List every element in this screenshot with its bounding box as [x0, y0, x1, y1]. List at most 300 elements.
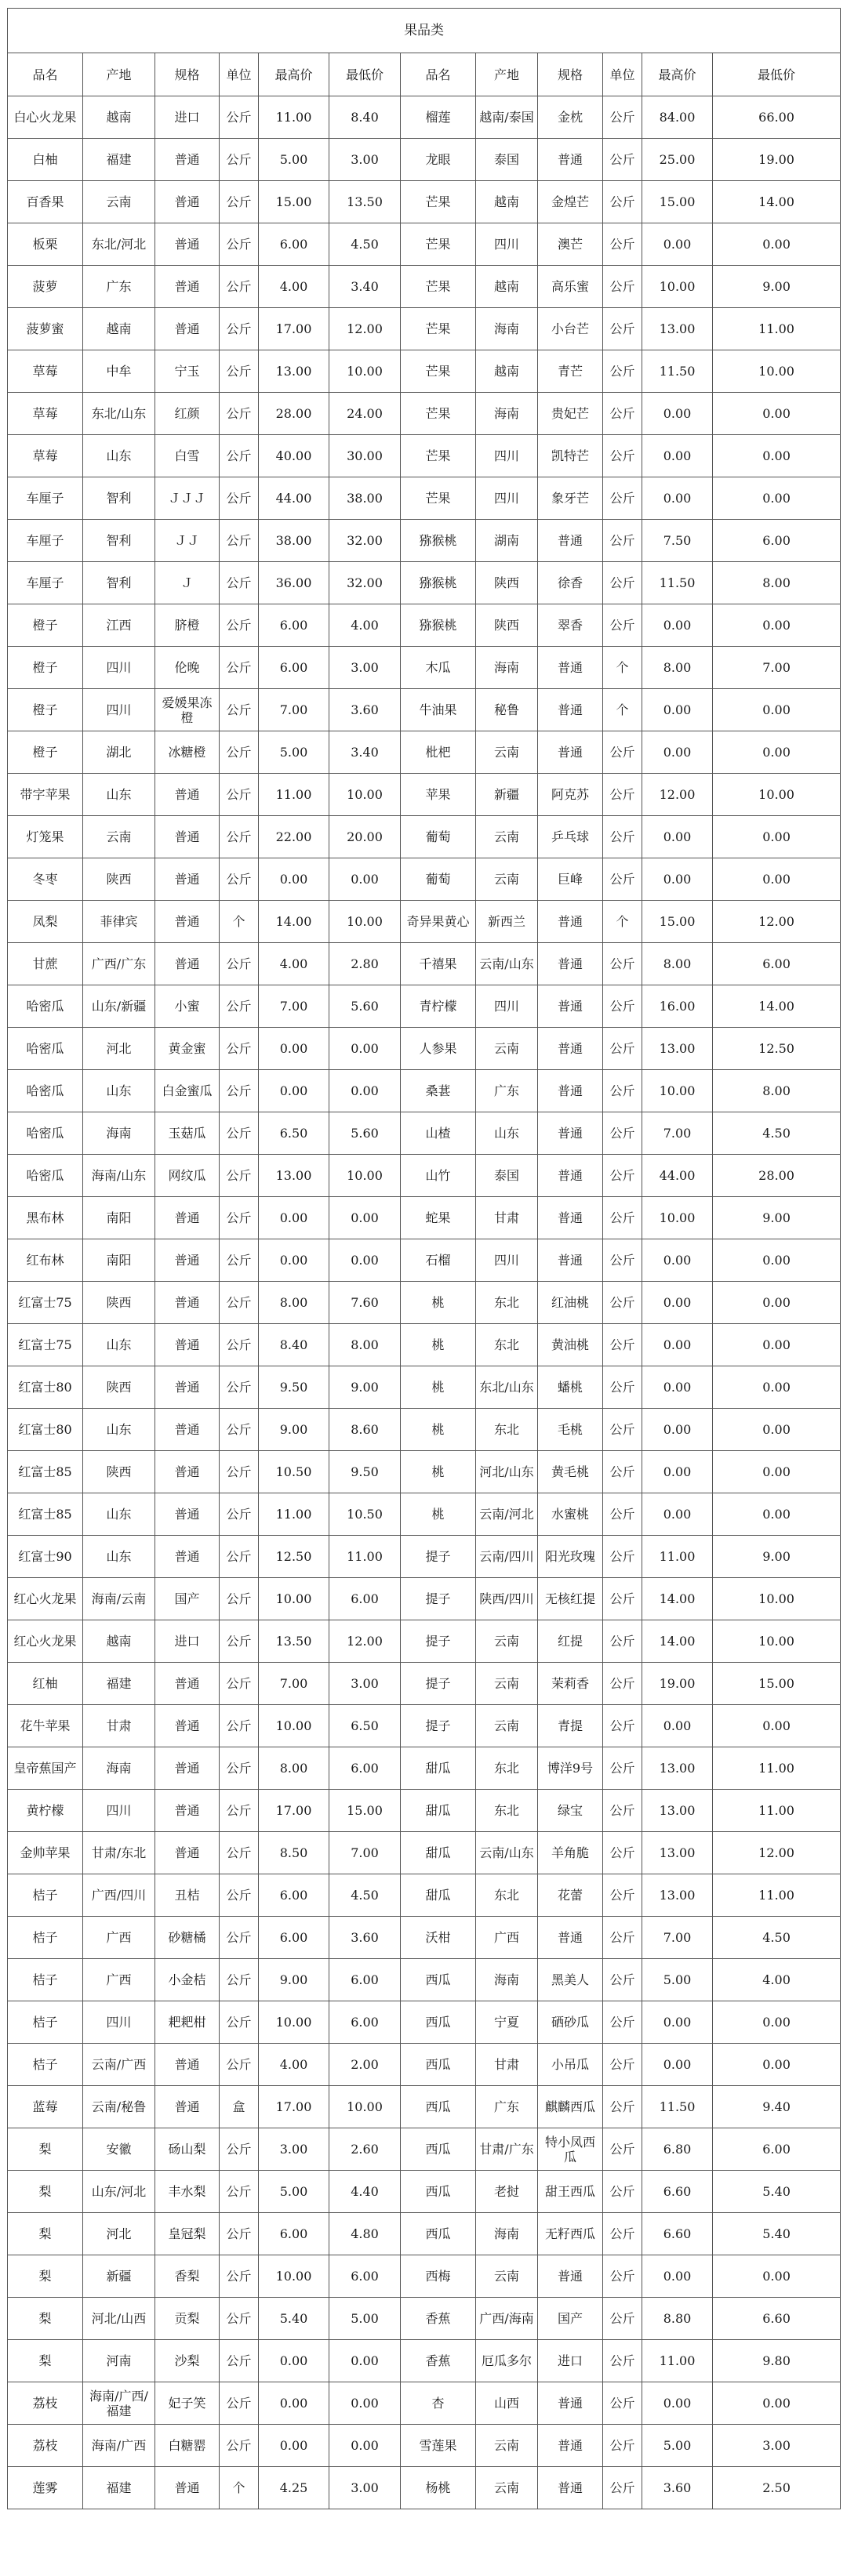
product-name-cell: 提子: [401, 1663, 476, 1705]
spec-cell: 普通: [538, 1917, 603, 1959]
spec-cell: 麒麟西瓜: [538, 2086, 603, 2128]
spec-cell: 普通: [538, 689, 603, 731]
product-name-cell: 青柠檬: [401, 985, 476, 1028]
min-price-cell: 0.00: [713, 1451, 841, 1493]
unit-cell: 公斤: [603, 2128, 642, 2171]
max-price-cell: 28.00: [259, 393, 329, 435]
spec-cell: 皇冠梨: [155, 2213, 220, 2255]
min-price-cell: 3.40: [329, 266, 401, 308]
origin-cell: 甘肃: [476, 2044, 538, 2086]
max-price-cell: 0.00: [642, 2001, 713, 2044]
min-price-cell: 6.00: [713, 943, 841, 985]
unit-cell: 公斤: [220, 1409, 259, 1451]
spec-cell: 徐香: [538, 562, 603, 604]
spec-cell: 香梨: [155, 2255, 220, 2298]
product-name-cell: 梨: [8, 2213, 83, 2255]
unit-cell: 公斤: [603, 1366, 642, 1409]
spec-cell: 无核红提: [538, 1578, 603, 1620]
max-price-cell: 0.00: [642, 1409, 713, 1451]
spec-cell: 黄金蜜: [155, 1028, 220, 1070]
min-price-cell: 0.00: [713, 689, 841, 731]
product-name-cell: 莲雾: [8, 2467, 83, 2509]
table-row: [8, 2044, 841, 2086]
max-price-cell: 4.00: [259, 266, 329, 308]
table-row: [8, 604, 841, 647]
spec-cell: Ｊ: [155, 562, 220, 604]
spec-cell: 普通: [155, 1663, 220, 1705]
max-price-cell: 0.00: [259, 1028, 329, 1070]
min-price-cell: 30.00: [329, 435, 401, 477]
table-row: [8, 2128, 841, 2171]
min-price-cell: 4.50: [329, 223, 401, 266]
unit-cell: 公斤: [603, 1493, 642, 1536]
min-price-cell: 9.00: [713, 1197, 841, 1239]
spec-cell: 丑桔: [155, 1874, 220, 1917]
unit-cell: 公斤: [220, 435, 259, 477]
spec-cell: 普通: [155, 774, 220, 816]
min-price-cell: 8.60: [329, 1409, 401, 1451]
product-name-cell: 皇帝蕉国产: [8, 1747, 83, 1790]
spec-cell: 进口: [155, 1620, 220, 1663]
min-price-cell: 10.00: [713, 350, 841, 393]
spec-cell: 普通: [155, 2044, 220, 2086]
min-price-cell: 9.00: [713, 1536, 841, 1578]
max-price-cell: 22.00: [259, 816, 329, 858]
max-price-cell: 11.00: [642, 2340, 713, 2382]
product-name-cell: 黄柠檬: [8, 1790, 83, 1832]
product-name-cell: 芒果: [401, 308, 476, 350]
product-name-cell: 西瓜: [401, 2086, 476, 2128]
product-name-cell: 西瓜: [401, 2171, 476, 2213]
min-price-cell: 8.00: [713, 1070, 841, 1112]
product-name-cell: 葡萄: [401, 816, 476, 858]
product-name-cell: 车厘子: [8, 562, 83, 604]
max-price-cell: 8.00: [642, 647, 713, 689]
spec-cell: 爱媛果冻橙: [155, 689, 220, 731]
unit-cell: 公斤: [603, 1747, 642, 1790]
max-price-cell: 4.00: [259, 943, 329, 985]
unit-cell: 公斤: [603, 1112, 642, 1155]
table-row: [8, 1832, 841, 1874]
min-price-cell: 9.80: [713, 2340, 841, 2382]
min-price-cell: 2.60: [329, 2128, 401, 2171]
min-price-cell: 6.00: [329, 1578, 401, 1620]
unit-cell: 公斤: [603, 520, 642, 562]
table-row: [8, 2171, 841, 2213]
product-name-cell: 红布林: [8, 1239, 83, 1282]
product-name-cell: 桃: [401, 1409, 476, 1451]
min-price-cell: 4.50: [329, 1874, 401, 1917]
spec-cell: 冰糖橙: [155, 731, 220, 774]
product-name-cell: 桃: [401, 1282, 476, 1324]
table-row: [8, 901, 841, 943]
spec-cell: 花蕾: [538, 1874, 603, 1917]
unit-cell: 公斤: [220, 96, 259, 139]
max-price-cell: 11.50: [642, 350, 713, 393]
product-name-cell: 山楂: [401, 1112, 476, 1155]
unit-cell: 公斤: [603, 774, 642, 816]
product-name-cell: 荔枝: [8, 2425, 83, 2467]
origin-cell: 云南: [83, 181, 155, 223]
min-price-cell: 0.00: [713, 477, 841, 520]
origin-cell: 广东: [476, 2086, 538, 2128]
table-row: [8, 1747, 841, 1790]
product-name-cell: 芒果: [401, 223, 476, 266]
origin-cell: 湖北: [83, 731, 155, 774]
product-name-cell: 提子: [401, 1536, 476, 1578]
unit-cell: 公斤: [220, 139, 259, 181]
max-price-cell: 14.00: [259, 901, 329, 943]
unit-cell: 公斤: [220, 520, 259, 562]
spec-cell: 普通: [155, 1705, 220, 1747]
spec-cell: 象牙芒: [538, 477, 603, 520]
unit-cell: 公斤: [220, 1282, 259, 1324]
max-price-cell: 6.50: [259, 1112, 329, 1155]
origin-cell: 陕西: [83, 1366, 155, 1409]
spec-cell: 丰水梨: [155, 2171, 220, 2213]
max-price-cell: 0.00: [642, 1366, 713, 1409]
unit-cell: 公斤: [603, 2171, 642, 2213]
table-row: [8, 520, 841, 562]
table-row: [8, 1197, 841, 1239]
max-price-cell: 0.00: [642, 858, 713, 901]
origin-cell: 四川: [476, 435, 538, 477]
product-name-cell: 香蕉: [401, 2298, 476, 2340]
origin-cell: 东北: [476, 1790, 538, 1832]
spec-cell: 妃子笑: [155, 2382, 220, 2425]
spec-cell: 白金蜜瓜: [155, 1070, 220, 1112]
max-price-cell: 0.00: [642, 393, 713, 435]
origin-cell: 云南: [476, 1705, 538, 1747]
min-price-cell: 7.00: [329, 1832, 401, 1874]
origin-cell: 陕西: [83, 858, 155, 901]
table-row: [8, 1366, 841, 1409]
table-row: [8, 308, 841, 350]
min-price-cell: 4.00: [713, 1959, 841, 2001]
spec-cell: 伦晚: [155, 647, 220, 689]
unit-cell: 个: [603, 901, 642, 943]
unit-cell: 公斤: [220, 1620, 259, 1663]
column-header: 规格: [155, 53, 220, 96]
unit-cell: 公斤: [603, 2044, 642, 2086]
table-row: [8, 1451, 841, 1493]
min-price-cell: 2.80: [329, 943, 401, 985]
column-header: 规格: [538, 53, 603, 96]
unit-cell: 盒: [220, 2086, 259, 2128]
min-price-cell: 10.00: [329, 774, 401, 816]
origin-cell: 河北/山东: [476, 1451, 538, 1493]
product-name-cell: 提子: [401, 1620, 476, 1663]
min-price-cell: 10.00: [713, 1578, 841, 1620]
min-price-cell: 0.00: [713, 2382, 841, 2425]
unit-cell: 公斤: [220, 1239, 259, 1282]
max-price-cell: 0.00: [642, 1324, 713, 1366]
unit-cell: 公斤: [220, 816, 259, 858]
origin-cell: 广西: [476, 1917, 538, 1959]
min-price-cell: 11.00: [713, 1747, 841, 1790]
unit-cell: 公斤: [603, 2382, 642, 2425]
spec-cell: 羊角脆: [538, 1832, 603, 1874]
product-name-cell: 猕猴桃: [401, 604, 476, 647]
product-name-cell: 红富士80: [8, 1409, 83, 1451]
product-name-cell: 草莓: [8, 393, 83, 435]
column-header: 最低价: [329, 53, 401, 96]
table-row: [8, 223, 841, 266]
unit-cell: 公斤: [220, 2128, 259, 2171]
min-price-cell: 66.00: [713, 96, 841, 139]
spec-cell: 翠香: [538, 604, 603, 647]
product-name-cell: 甜瓜: [401, 1832, 476, 1874]
unit-cell: 公斤: [220, 1155, 259, 1197]
unit-cell: 公斤: [220, 647, 259, 689]
max-price-cell: 10.00: [642, 266, 713, 308]
origin-cell: 云南/秘鲁: [83, 2086, 155, 2128]
min-price-cell: 15.00: [329, 1790, 401, 1832]
origin-cell: 越南: [83, 1620, 155, 1663]
max-price-cell: 0.00: [642, 731, 713, 774]
max-price-cell: 0.00: [259, 2425, 329, 2467]
product-name-cell: 菠萝蜜: [8, 308, 83, 350]
max-price-cell: 7.00: [259, 689, 329, 731]
unit-cell: 公斤: [603, 1874, 642, 1917]
origin-cell: 越南: [83, 96, 155, 139]
min-price-cell: 0.00: [713, 1409, 841, 1451]
max-price-cell: 40.00: [259, 435, 329, 477]
origin-cell: 东北: [476, 1282, 538, 1324]
table-row: [8, 1070, 841, 1112]
product-name-cell: 芒果: [401, 181, 476, 223]
min-price-cell: 10.00: [329, 901, 401, 943]
spec-cell: 普通: [538, 901, 603, 943]
min-price-cell: 32.00: [329, 520, 401, 562]
product-name-cell: 梨: [8, 2255, 83, 2298]
product-name-cell: 苹果: [401, 774, 476, 816]
min-price-cell: 0.00: [713, 1366, 841, 1409]
column-header: 单位: [603, 53, 642, 96]
product-name-cell: 蛇果: [401, 1197, 476, 1239]
origin-cell: 越南: [83, 308, 155, 350]
max-price-cell: 9.00: [259, 1959, 329, 2001]
max-price-cell: 3.60: [642, 2467, 713, 2509]
unit-cell: 公斤: [603, 943, 642, 985]
min-price-cell: 28.00: [713, 1155, 841, 1197]
unit-cell: 公斤: [220, 562, 259, 604]
min-price-cell: 5.00: [329, 2298, 401, 2340]
origin-cell: 海南: [83, 1747, 155, 1790]
table-row: [8, 1409, 841, 1451]
spec-cell: 小金桔: [155, 1959, 220, 2001]
spec-cell: 普通: [155, 223, 220, 266]
product-name-cell: 百香果: [8, 181, 83, 223]
origin-cell: 海南: [476, 393, 538, 435]
product-name-cell: 提子: [401, 1705, 476, 1747]
table-row: [8, 350, 841, 393]
spec-cell: 普通: [155, 1790, 220, 1832]
spec-cell: 小蜜: [155, 985, 220, 1028]
unit-cell: 公斤: [603, 2425, 642, 2467]
unit-cell: 公斤: [603, 1663, 642, 1705]
min-price-cell: 0.00: [713, 2255, 841, 2298]
spec-cell: 进口: [538, 2340, 603, 2382]
min-price-cell: 6.50: [329, 1705, 401, 1747]
max-price-cell: 8.80: [642, 2298, 713, 2340]
product-name-cell: 芒果: [401, 477, 476, 520]
product-name-cell: 桔子: [8, 2044, 83, 2086]
spec-cell: 普通: [155, 2467, 220, 2509]
max-price-cell: 13.00: [642, 1028, 713, 1070]
table-row: [8, 1705, 841, 1747]
min-price-cell: 20.00: [329, 816, 401, 858]
product-name-cell: 红富士75: [8, 1282, 83, 1324]
min-price-cell: 6.60: [713, 2298, 841, 2340]
product-name-cell: 猕猴桃: [401, 562, 476, 604]
product-name-cell: 哈密瓜: [8, 1070, 83, 1112]
max-price-cell: 0.00: [259, 1070, 329, 1112]
unit-cell: 公斤: [603, 1324, 642, 1366]
min-price-cell: 6.00: [329, 1959, 401, 2001]
min-price-cell: 0.00: [713, 604, 841, 647]
min-price-cell: 11.00: [329, 1536, 401, 1578]
min-price-cell: 0.00: [329, 1028, 401, 1070]
origin-cell: 广西/海南: [476, 2298, 538, 2340]
product-name-cell: 西瓜: [401, 2128, 476, 2171]
min-price-cell: 8.00: [713, 562, 841, 604]
product-name-cell: 梨: [8, 2128, 83, 2171]
unit-cell: 公斤: [220, 181, 259, 223]
product-name-cell: 千禧果: [401, 943, 476, 985]
origin-cell: 甘肃/东北: [83, 1832, 155, 1874]
product-name-cell: 花牛苹果: [8, 1705, 83, 1747]
max-price-cell: 15.00: [642, 901, 713, 943]
max-price-cell: 17.00: [259, 2086, 329, 2128]
title-row: [8, 9, 841, 53]
origin-cell: 山东: [83, 1536, 155, 1578]
min-price-cell: 9.00: [713, 266, 841, 308]
min-price-cell: 0.00: [329, 2340, 401, 2382]
min-price-cell: 10.00: [329, 350, 401, 393]
product-name-cell: 哈密瓜: [8, 985, 83, 1028]
spec-cell: 红提: [538, 1620, 603, 1663]
min-price-cell: 3.00: [329, 647, 401, 689]
product-name-cell: 橙子: [8, 604, 83, 647]
unit-cell: 公斤: [603, 393, 642, 435]
max-price-cell: 7.00: [642, 1917, 713, 1959]
min-price-cell: 7.60: [329, 1282, 401, 1324]
max-price-cell: 5.00: [259, 2171, 329, 2213]
product-name-cell: 橙子: [8, 647, 83, 689]
origin-cell: 陕西/四川: [476, 1578, 538, 1620]
max-price-cell: 13.00: [259, 350, 329, 393]
spec-cell: 普通: [155, 139, 220, 181]
min-price-cell: 4.50: [713, 1917, 841, 1959]
column-header: 品名: [401, 53, 476, 96]
product-name-cell: 甜瓜: [401, 1874, 476, 1917]
unit-cell: 公斤: [220, 1747, 259, 1790]
min-price-cell: 0.00: [713, 1705, 841, 1747]
min-price-cell: 4.50: [713, 1112, 841, 1155]
origin-cell: 海南/云南: [83, 1578, 155, 1620]
min-price-cell: 0.00: [329, 2425, 401, 2467]
max-price-cell: 13.00: [642, 1832, 713, 1874]
max-price-cell: 16.00: [642, 985, 713, 1028]
table-row: [8, 2425, 841, 2467]
spec-cell: 毛桃: [538, 1409, 603, 1451]
product-name-cell: 橙子: [8, 689, 83, 731]
spec-cell: 砂糖橘: [155, 1917, 220, 1959]
spec-cell: 普通: [155, 1366, 220, 1409]
origin-cell: 云南: [476, 731, 538, 774]
max-price-cell: 3.00: [259, 2128, 329, 2171]
origin-cell: 山东: [83, 1493, 155, 1536]
spec-cell: 普通: [538, 1239, 603, 1282]
origin-cell: 云南/广西: [83, 2044, 155, 2086]
min-price-cell: 7.00: [713, 647, 841, 689]
product-name-cell: 梨: [8, 2298, 83, 2340]
origin-cell: 菲律宾: [83, 901, 155, 943]
unit-cell: 公斤: [220, 350, 259, 393]
origin-cell: 四川: [83, 1790, 155, 1832]
product-name-cell: 西瓜: [401, 2001, 476, 2044]
max-price-cell: 10.00: [259, 1705, 329, 1747]
min-price-cell: 0.00: [329, 1197, 401, 1239]
origin-cell: 云南: [476, 858, 538, 901]
unit-cell: 公斤: [220, 2213, 259, 2255]
product-name-cell: 桃: [401, 1493, 476, 1536]
product-name-cell: 灯笼果: [8, 816, 83, 858]
origin-cell: 海南: [83, 1112, 155, 1155]
table-row: [8, 266, 841, 308]
unit-cell: 公斤: [220, 2171, 259, 2213]
spec-cell: 阿克苏: [538, 774, 603, 816]
max-price-cell: 9.50: [259, 1366, 329, 1409]
max-price-cell: 17.00: [259, 308, 329, 350]
table-row: [8, 139, 841, 181]
unit-cell: 公斤: [220, 1070, 259, 1112]
max-price-cell: 44.00: [642, 1155, 713, 1197]
max-price-cell: 11.00: [259, 774, 329, 816]
min-price-cell: 8.00: [329, 1324, 401, 1366]
table-row: [8, 1959, 841, 2001]
max-price-cell: 4.00: [259, 2044, 329, 2086]
spec-cell: 普通: [155, 1493, 220, 1536]
spec-cell: 普通: [155, 1282, 220, 1324]
origin-cell: 四川: [476, 1239, 538, 1282]
spec-cell: 白糖罂: [155, 2425, 220, 2467]
table-row: [8, 985, 841, 1028]
max-price-cell: 0.00: [642, 223, 713, 266]
origin-cell: 陕西: [476, 604, 538, 647]
max-price-cell: 15.00: [642, 181, 713, 223]
max-price-cell: 19.00: [642, 1663, 713, 1705]
unit-cell: 公斤: [603, 1790, 642, 1832]
origin-cell: 云南/四川: [476, 1536, 538, 1578]
origin-cell: 云南: [83, 816, 155, 858]
spec-cell: 白雪: [155, 435, 220, 477]
unit-cell: 公斤: [603, 2086, 642, 2128]
max-price-cell: 10.50: [259, 1451, 329, 1493]
max-price-cell: 11.50: [642, 2086, 713, 2128]
origin-cell: 四川: [83, 689, 155, 731]
spec-cell: 黄油桃: [538, 1324, 603, 1366]
spec-cell: 普通: [155, 943, 220, 985]
max-price-cell: 13.00: [259, 1155, 329, 1197]
max-price-cell: 11.00: [642, 1536, 713, 1578]
product-name-cell: 蓝莓: [8, 2086, 83, 2128]
origin-cell: 陕西: [476, 562, 538, 604]
origin-cell: 越南: [476, 181, 538, 223]
unit-cell: 个: [220, 901, 259, 943]
max-price-cell: 0.00: [642, 1705, 713, 1747]
